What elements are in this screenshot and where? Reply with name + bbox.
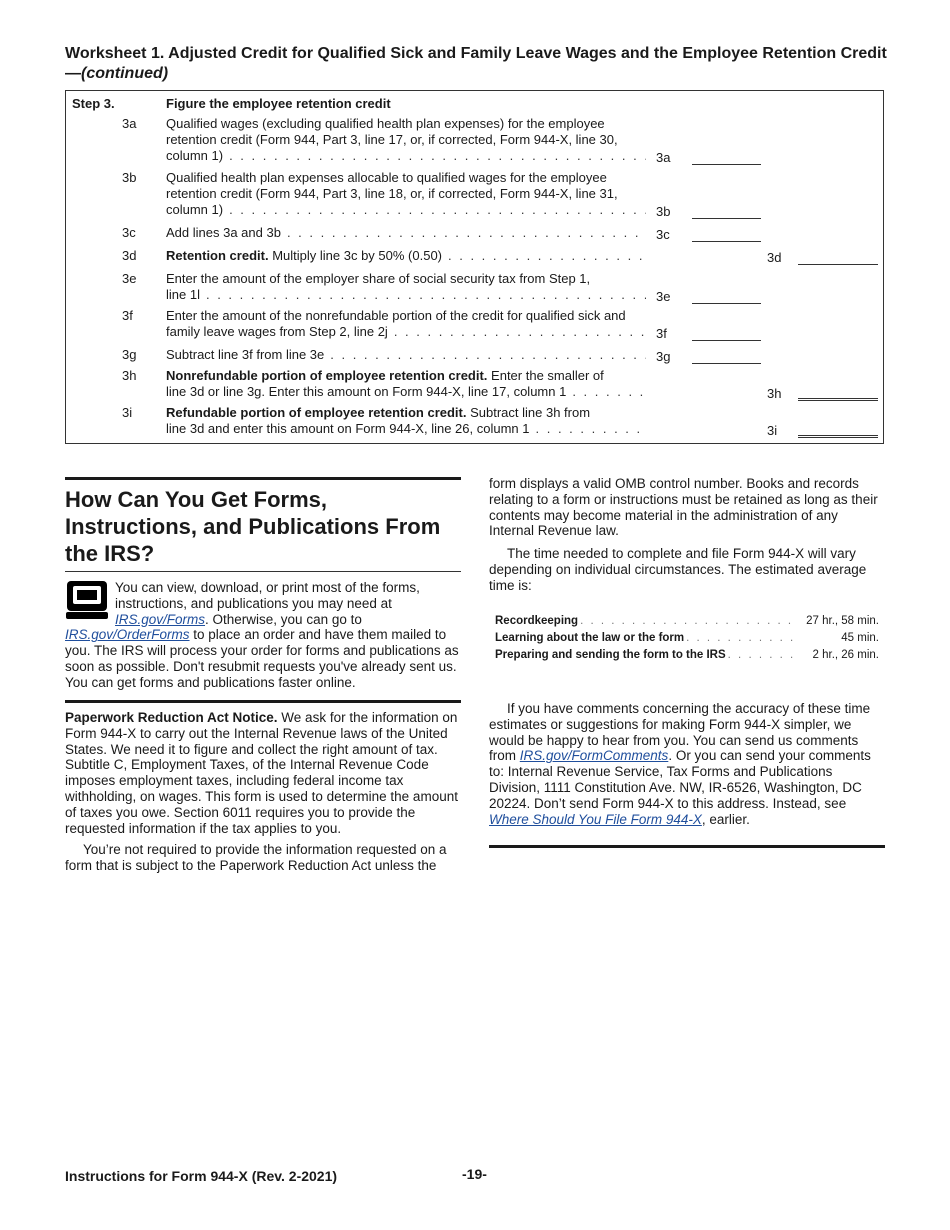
line-description	[166, 308, 646, 340]
line-text-leader	[166, 347, 646, 363]
line-ref: 3a	[656, 150, 671, 165]
time-value: 27 hr., 58 min.	[806, 615, 879, 627]
irs-orderforms-link[interactable]: IRS.gov/OrderForms	[65, 627, 190, 643]
line-text: column 1)	[166, 202, 224, 217]
paperwork-paragraph	[65, 710, 461, 836]
comments-text: . Or you can send your comments to: Internal Revenue Service, Tax Forms and Publications Division, 1111 Constitution Ave. NW, IR-6526, Washington, DC 20224. Don’t send Form 944-X to this address. Instead, see	[489, 748, 871, 811]
section-end-rule	[489, 845, 885, 848]
line-bold-text: Refundable portion of employee retention credit.	[166, 405, 467, 420]
line-text-leader	[166, 148, 646, 164]
forms-heading: How Can You Get Forms, Instructions, and Publications From the IRS?	[65, 487, 441, 566]
line-text-leader	[166, 421, 646, 437]
line-text-leader	[166, 384, 646, 400]
line-ref: 3f	[656, 326, 667, 341]
line-text-leader	[166, 287, 646, 303]
time-row	[495, 649, 879, 666]
line-ref: 3c	[656, 227, 670, 242]
worksheet-title-suffix: (continued)	[81, 65, 169, 82]
forms-text: . Otherwise, you can go to	[205, 611, 362, 627]
line-number: 3g	[122, 347, 137, 362]
line-number: 3i	[122, 405, 133, 420]
line-text: line 3d or line 3g. Enter this amount on Form 944-X, line 17, column 1	[166, 384, 567, 399]
time-label: Recordkeeping	[495, 615, 579, 627]
line-text: Enter the amount of the employer share of social security tax from Step 1,	[166, 271, 591, 286]
line-text: Add lines 3a and 3b	[166, 225, 281, 240]
line-text-leader	[166, 248, 646, 264]
line-bold-text: Retention credit.	[166, 248, 269, 263]
paperwork-paragraph-3: form displays a valid OMB control number. Books and records relating to a form or instructions must be retained as long as their contents may become material in the administration of any Internal Revenue law.	[489, 476, 878, 539]
heading-rule	[65, 571, 461, 572]
comments-text: If you have comments concerning the accuracy of these time estimates or suggestions for making Form 944-X simpler, we would be happy to hear from you. You can send us comments from	[489, 701, 871, 764]
line-text: retention credit (Form 944, Part 3, line 17, or, if corrected, Form 944-X, line 30,	[166, 132, 618, 147]
line-ref: 3d	[767, 250, 782, 265]
line-description	[166, 347, 646, 363]
section-rule	[65, 477, 461, 480]
section-rule	[65, 700, 461, 703]
paperwork-paragraph-2: You’re not required to provide the information requested on a form that is subject to the Paperwork Reduction Act unless the	[65, 842, 447, 874]
amount-field-3d[interactable]	[798, 264, 878, 265]
amount-field-3c[interactable]	[692, 241, 761, 242]
page-number: -19-	[462, 1166, 487, 1182]
amount-field-3f[interactable]	[692, 340, 761, 341]
computer-icon	[65, 580, 109, 620]
where-file-link[interactable]: Where Should You File Form 944-X	[489, 811, 702, 827]
line-text: Qualified health plan expenses allocable to qualified wages for the employee	[166, 170, 607, 185]
line-text: Subtract line 3f from line 3e	[166, 347, 325, 362]
time-label: Preparing and sending the form to the IRS	[495, 649, 726, 661]
step-title: Figure the employee retention credit	[166, 96, 391, 111]
paperwork-title: Paperwork Reduction Act Notice.	[65, 710, 278, 725]
comments-text: , earlier.	[701, 811, 750, 827]
step-label: Step 3.	[72, 96, 115, 111]
line-number: 3a	[122, 116, 137, 131]
line-ref: 3i	[767, 423, 778, 438]
time-value: 45 min.	[841, 632, 879, 644]
amount-field-3b[interactable]	[692, 218, 761, 219]
worksheet-step3-table	[65, 90, 884, 444]
line-text-leader	[166, 202, 646, 218]
line-text-leader	[166, 324, 646, 340]
line-ref: 3e	[656, 289, 671, 304]
amount-field-3e[interactable]	[692, 303, 761, 304]
amount-field-3g[interactable]	[692, 363, 761, 364]
line-ref: 3b	[656, 204, 671, 219]
line-number: 3c	[122, 225, 136, 240]
worksheet-title	[65, 44, 895, 84]
time-row	[495, 615, 879, 632]
worksheet-title-text: Worksheet 1. Adjusted Credit for Qualified Sick and Family Leave Wages and the Employee Retention Credit—	[65, 45, 887, 82]
line-text: line 1l	[166, 287, 200, 302]
amount-field-3h[interactable]	[798, 398, 878, 401]
line-description	[166, 368, 646, 400]
line-text: retention credit (Form 944, Part 3, line 18, or, if corrected, Form 944-X, line 31,	[166, 186, 618, 201]
time-label: Learning about the law or the form	[495, 632, 685, 644]
line-text: Enter the amount of the nonrefundable portion of the credit for qualified sick and	[166, 308, 626, 323]
paperwork-text: We ask for the information on Form 944-X to carry out the Internal Revenue laws of the United States. We need it to figure and collect the right amount of tax. Subtitle C, Employment Taxes, of the Internal Revenue Code imposes employment taxes, including federal income tax withholding, on wages. This form is used to determine the amount of taxes you owe. Section 6011 requires you to provide the requested information if the tax applies to you.	[65, 710, 458, 836]
line-description	[166, 225, 646, 241]
footer-form-name: Instructions for Form 944-X (Rev. 2-2021)	[65, 1168, 338, 1184]
line-number: 3d	[122, 248, 137, 263]
line-text: Enter the smaller of	[491, 368, 604, 383]
line-number: 3f	[122, 308, 133, 323]
line-description	[166, 248, 646, 264]
line-description	[166, 170, 646, 218]
forms-section	[65, 477, 461, 691]
line-description	[166, 116, 646, 164]
time-row	[495, 632, 879, 649]
line-text: column 1)	[166, 148, 224, 163]
line-number: 3e	[122, 271, 137, 286]
line-description	[166, 271, 646, 303]
line-number: 3b	[122, 170, 137, 185]
paperwork-section	[65, 700, 461, 874]
forms-text: to place an order and have them mailed to you. The IRS will process your order for forms and publications as soon as possible. Don't resubmit requests you've already sent us. You can get forms and publications faster online.	[65, 627, 459, 690]
time-value: 2 hr., 26 min.	[812, 649, 879, 661]
forms-text: You can view, download, or print most of the forms, instructions, and publications you may need at	[115, 580, 420, 611]
amount-field-3a[interactable]	[692, 164, 761, 165]
comments-section	[489, 701, 885, 848]
line-description	[166, 405, 646, 437]
paperwork-paragraph-4: The time needed to complete and file Form 944-X will vary depending on individual circumstances. The estimated average time is:	[489, 546, 867, 593]
comments-paragraph	[489, 701, 885, 827]
form-comments-link[interactable]: IRS.gov/FormComments	[519, 748, 669, 764]
line-text-leader	[166, 225, 646, 241]
forms-paragraph	[65, 580, 461, 691]
line-text: Multiply line 3c by 50% (0.50)	[272, 248, 443, 263]
amount-field-3i[interactable]	[798, 435, 878, 438]
line-number: 3h	[122, 368, 137, 383]
line-text: Subtract line 3h from	[470, 405, 591, 420]
line-text: line 3d and enter this amount on Form 944-X, line 26, column 1	[166, 421, 530, 436]
line-text: Qualified wages (excluding qualified health plan expenses) for the employee	[166, 116, 605, 131]
line-bold-text: Nonrefundable portion of employee retention credit.	[166, 368, 488, 383]
line-ref: 3h	[767, 386, 782, 401]
irs-forms-link[interactable]: IRS.gov/Forms	[115, 611, 206, 627]
line-text: family leave wages from Step 2, line 2j	[166, 324, 388, 339]
line-ref: 3g	[656, 349, 671, 364]
time-estimate-table	[495, 615, 879, 666]
paperwork-continued	[489, 476, 885, 594]
